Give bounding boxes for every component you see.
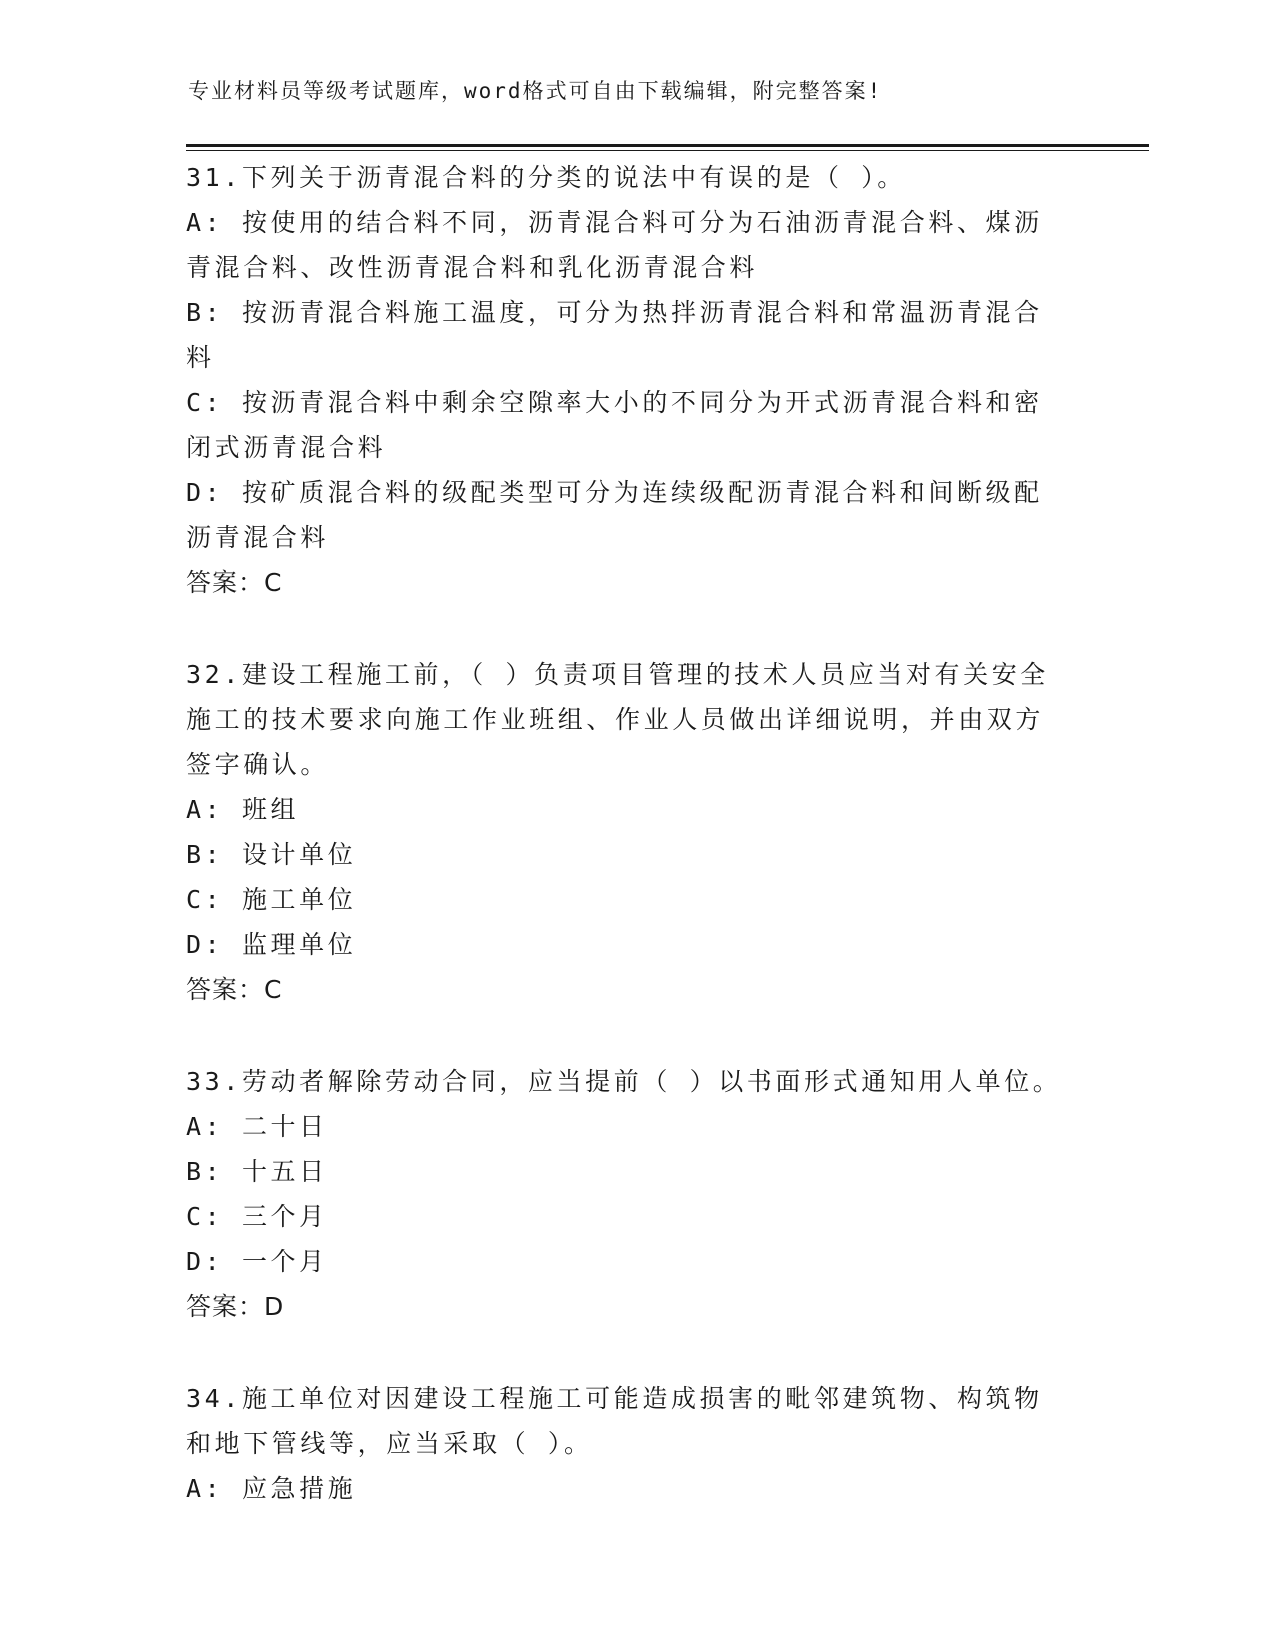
question-stem: 31.下列关于沥青混合料的分类的说法中有误的是（ ）。 xyxy=(186,163,906,192)
option-c: C: 施工单位 xyxy=(186,885,357,914)
option-d: D: 按矿质混合料的级配类型可分为连续级配沥青混合料和间断级配沥青混合料 xyxy=(186,478,1043,552)
question-stem: 33.劳动者解除劳动合同，应当提前（ ）以书面形式通知用人单位。 xyxy=(186,1067,1062,1096)
question-33 xyxy=(186,1059,1086,1329)
option-d: D: 一个月 xyxy=(186,1247,328,1276)
option-b: B: 按沥青混合料施工温度，可分为热拌沥青混合料和常温沥青混合料 xyxy=(186,298,1043,372)
question-list xyxy=(186,155,1086,1511)
question-spacer xyxy=(186,605,1086,652)
option-a: A: 班组 xyxy=(186,795,300,824)
option-b: B: 设计单位 xyxy=(186,840,357,869)
question-stem: 32.建设工程施工前，（ ）负责项目管理的技术人员应当对有关安全施工的技术要求向施工作业班组、作业人员做出详细说明，并由双方签字确认。 xyxy=(186,660,1049,779)
question-spacer xyxy=(186,1329,1086,1376)
page-header-text: 专业材料员等级考试题库，word格式可自由下载编辑，附完整答案! xyxy=(188,79,883,103)
option-b: B: 十五日 xyxy=(186,1157,328,1186)
question-31 xyxy=(186,155,1086,605)
answer: 答案：C xyxy=(186,568,283,597)
option-c: C: 三个月 xyxy=(186,1202,328,1231)
question-32 xyxy=(186,652,1086,1012)
option-a: A: 二十日 xyxy=(186,1112,328,1141)
question-34 xyxy=(186,1376,1086,1511)
option-a: A: 按使用的结合料不同，沥青混合料可分为石油沥青混合料、煤沥青混合料、改性沥青混合料和乳化沥青混合料 xyxy=(186,208,1043,282)
option-a: A: 应急措施 xyxy=(186,1474,357,1503)
header-rule-thin xyxy=(186,150,1149,151)
option-d: D: 监理单位 xyxy=(186,930,357,959)
header-rule-thick xyxy=(186,144,1149,147)
option-c: C: 按沥青混合料中剩余空隙率大小的不同分为开式沥青混合料和密闭式沥青混合料 xyxy=(186,388,1043,462)
answer: 答案：D xyxy=(186,1292,285,1321)
question-spacer xyxy=(186,1012,1086,1059)
question-stem: 34.施工单位对因建设工程施工可能造成损害的毗邻建筑物、构筑物和地下管线等，应当采取（ ）。 xyxy=(186,1384,1043,1458)
answer: 答案：C xyxy=(186,975,283,1004)
